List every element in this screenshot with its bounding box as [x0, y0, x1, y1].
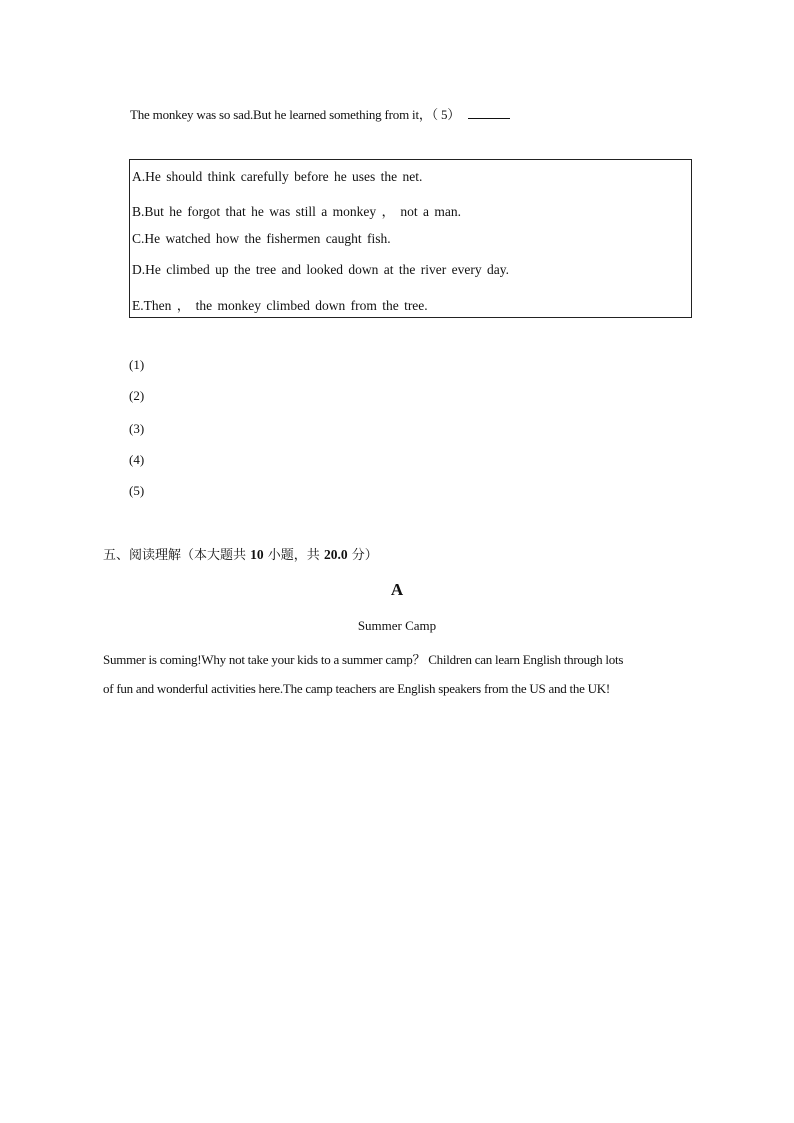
- answer-slot-4: (4): [129, 452, 145, 467]
- answer-slot-3: (3): [129, 421, 145, 436]
- section-score: 20.0: [323, 547, 348, 562]
- answer-slot-2: (2): [129, 388, 145, 403]
- answer-slot-1: (1): [129, 357, 145, 372]
- section-heading: [103, 544, 378, 563]
- section-question-count: 10: [250, 547, 264, 562]
- option-c: C.He watched how the fishermen caught fish.: [132, 231, 391, 246]
- option-d: D.He climbed up the tree and looked down at the river every day.: [132, 262, 509, 277]
- section-prefix: 五、阅读理解（本大题共: [103, 548, 247, 563]
- answer-blank[interactable]: [468, 106, 510, 119]
- section-middle: 小题，共: [267, 548, 320, 563]
- passage-title: Summer Camp: [357, 618, 437, 633]
- question-5-text: The monkey was so sad.But he learned something from it，（ 5）: [130, 107, 461, 122]
- answer-slot-5: (5): [129, 483, 145, 498]
- paragraph-line-2: of fun and wonderful activities here.The camp teachers are English speakers from the US and the UK!: [103, 681, 610, 696]
- option-e: E.Then ， the monkey climbed down from the tree.: [132, 298, 428, 313]
- question-5-line: [130, 104, 510, 123]
- part-letter: A: [390, 580, 404, 599]
- options-box: [129, 159, 692, 318]
- option-b: B.But he forgot that he was still a monkey ， not a man.: [132, 204, 461, 219]
- section-suffix: 分）: [351, 548, 378, 563]
- paragraph-line-1: Summer is coming!Why not take your kids to a summer camp？ Children can learn English through lots: [103, 652, 624, 667]
- option-a: A.He should think carefully before he uses the net.: [132, 169, 423, 184]
